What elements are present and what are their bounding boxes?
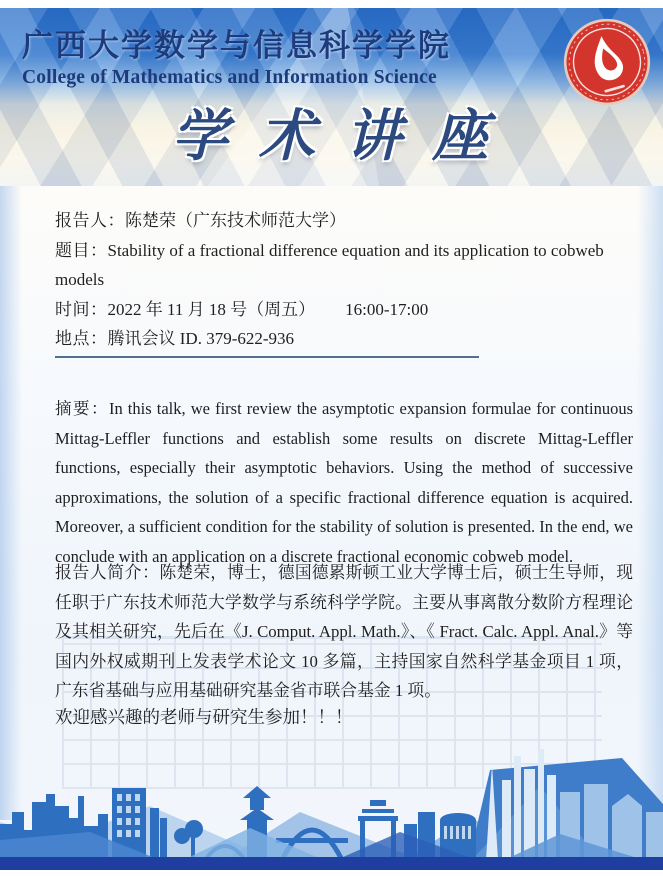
poster-header — [0, 8, 663, 186]
speaker-line — [55, 206, 640, 236]
speaker-value: 陈楚荣（广东技术师范大学） — [125, 211, 346, 230]
time-line — [55, 295, 640, 325]
speaker-label: 报告人： — [55, 211, 125, 230]
time-range: 16:00-17:00 — [345, 299, 429, 319]
city-skyline-footer — [0, 736, 663, 876]
welcome-line: 欢迎感兴趣的老师与研究生参加！！！ — [55, 707, 353, 727]
talk-title-value: Stability of a fractional difference equation and its application to cobweb models — [55, 240, 604, 289]
talk-title-line — [55, 236, 640, 295]
lecture-info-block — [55, 206, 640, 354]
venue-label: 地点： — [55, 329, 108, 348]
right-edge-tint — [637, 186, 663, 820]
left-edge-tint — [0, 186, 22, 820]
venue-value: 腾讯会议 ID. 379-622-936 — [107, 329, 295, 348]
section-divider — [55, 356, 479, 358]
talk-title-label: 题目： — [55, 240, 108, 260]
top-border — [0, 0, 663, 8]
time-label: 时间： — [55, 299, 108, 319]
venue-line — [55, 324, 640, 354]
abstract-text: In this talk, we first review the asymptotic expansion formulae for continuous Mittag-Leffler functions and establish some results on discrete Mittag-Leffler functions, especially their asymptotic behaviors. Using the method of successive approximations, the solution of a specific fractional difference equation is acquired. Moreover, a sufficient condition for the stability of solution is presented. In the end, we conclude with an application on a discrete fractional economic cobweb model. — [55, 399, 633, 566]
college-name-chinese: 广西大学数学与信息科学学院 — [22, 28, 451, 63]
time-date: 2022 年 11 月 18 号（周五） — [107, 299, 316, 319]
bio-text: 陈楚荣，博士，德国德累斯顿工业大学博士后，硕士生导师，现任职于广东技术师范大学数学与系统科学学院。主要从事离散分数阶方程理论及其相关研究，先后在《J. Comput. Appl. Math.》、《 Fract. Calc. Appl. Anal.》等国内外权威期刊上发表学术论文 10 多篇，主持国家自然科学基金项目 1 项，广东省基础与应用基础研究基金省市联合基金 1 项。 — [55, 563, 633, 700]
college-name-block — [22, 28, 451, 89]
abstract-label: 摘要： — [55, 399, 109, 418]
abstract-paragraph — [55, 394, 633, 571]
banner-title: 学术讲座 — [171, 103, 520, 169]
college-name-english: College of Mathematics and Information Science — [22, 66, 437, 88]
bio-label: 报告人简介： — [55, 563, 160, 582]
speaker-bio-paragraph — [55, 558, 633, 706]
